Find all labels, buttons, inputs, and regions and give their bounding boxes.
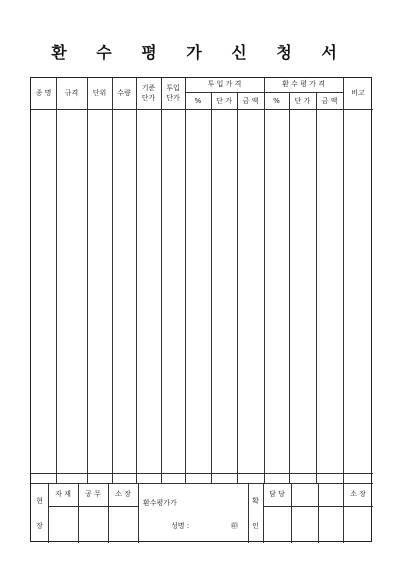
header-spec: 규격 [64, 89, 79, 97]
header-return-unit-price: 단 가 [294, 97, 311, 105]
footer-appraiser: 환수평가가 [143, 499, 177, 507]
footer-name-label: 성명 : [171, 522, 190, 530]
form-title: 환 수 평 가 신 청 서 [51, 43, 349, 62]
footer-divider [318, 483, 319, 543]
footer-site-chief: 소 장 [115, 490, 131, 498]
col-divider [112, 78, 113, 483]
header-input-value: 투 입 가 격 [207, 80, 242, 88]
col-divider [316, 92, 317, 483]
header-return-amount: 금 액 [321, 97, 338, 105]
header-input-amount: 금 액 [242, 97, 259, 105]
footer-divider [138, 483, 139, 543]
header-bottom-line [31, 109, 373, 110]
header-note: 비고 [351, 89, 365, 97]
return-appraisal-form [30, 77, 372, 542]
header-input-price-line2: 단가 [166, 94, 180, 102]
footer-confirm-line1: 확 [252, 497, 259, 505]
col-divider [237, 92, 238, 483]
footer-confirm-line2: 인 [252, 522, 259, 530]
footer-top-line [31, 483, 373, 484]
header-input-percent: % [194, 97, 202, 105]
header-input-unit-price: 단 가 [216, 97, 232, 105]
footer-materials: 자 재 [55, 490, 71, 498]
col-divider [185, 78, 186, 483]
header-base-price-line2: 단가 [141, 94, 156, 102]
header-base-price-line1: 기준 [141, 84, 156, 92]
footer-divider [248, 483, 249, 543]
footer-site-line2: 장 [36, 522, 43, 530]
footer-site-line1: 현 [36, 497, 43, 505]
footer-chief: 소 장 [350, 490, 366, 498]
footer-sign-divider-left [48, 506, 138, 507]
header-quantity: 수량 [117, 89, 131, 97]
footer-divider [291, 483, 292, 543]
col-divider [289, 92, 290, 483]
header-unit: 단위 [92, 89, 107, 97]
col-divider [56, 78, 57, 483]
header-return-value: 환 수 평 가 격 [282, 80, 325, 88]
col-divider [87, 78, 88, 483]
seal-mark: ㊞ [231, 522, 238, 530]
col-divider [161, 78, 162, 483]
col-divider [211, 92, 212, 483]
body-bottom-line [31, 473, 373, 474]
footer-in-charge: 담 당 [269, 490, 285, 498]
header-input-price-line1: 투입 [166, 84, 180, 92]
col-divider [343, 78, 344, 483]
col-divider [136, 78, 137, 483]
header-item-name: 종 명 [35, 89, 52, 97]
col-divider [264, 78, 265, 483]
header-return-percent: % [273, 97, 280, 105]
footer-affairs: 공 무 [85, 490, 101, 498]
